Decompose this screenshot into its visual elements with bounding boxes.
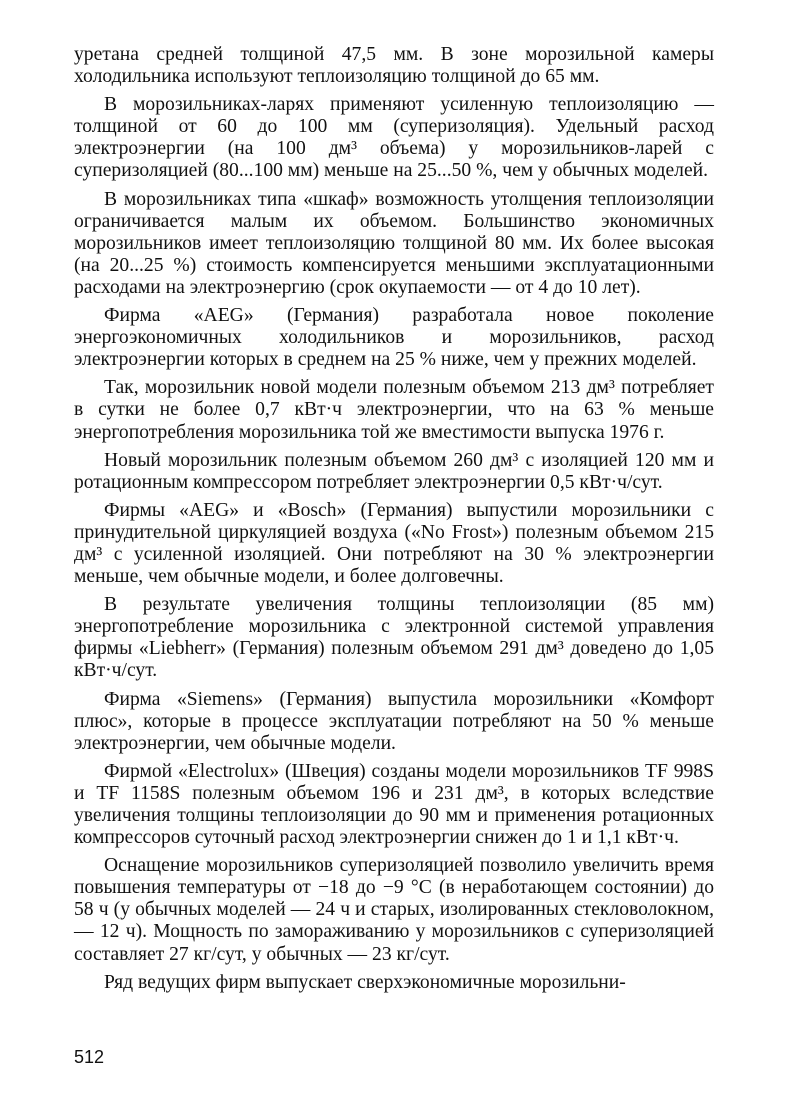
paragraph: В морозильниках типа «шкаф» возможность утолщения теплоизоляции ограничивается малым их объемом. Большинство экономичных морозильников имеет теплоизоляцию толщиной 80 мм. Их более высокая (на 20...25 %) стоимость компенсируется меньшими эксплуатационными расходами на электроэнергию (срок окупаемости — от 4 до 10 лет). xyxy=(74,188,714,298)
paragraph: Оснащение морозильников суперизоляцией позволило увеличить время повышения температуры от −18 до −9 °С (в неработающем состоянии) до 58 ч (у обычных моделей — 24 ч и старых, изолированных стекловолокном, — 12 ч). Мощность по замораживанию у морозильников с суперизоляцией составляет 27 кг/сут, у обычных — 23 кг/сут. xyxy=(74,855,714,965)
paragraph: уретана средней толщиной 47,5 мм. В зоне морозильной камеры холодильника используют теплоизоляцию толщиной до 65 мм. xyxy=(74,44,714,88)
page-body xyxy=(74,44,714,1000)
paragraph: Новый морозильник полезным объемом 260 дм³ с изоляцией 120 мм и ротационным компрессором потребляет электроэнергии 0,5 кВт·ч/сут. xyxy=(74,449,714,493)
paragraph: В результате увеличения толщины теплоизоляции (85 мм) энергопотребление морозильника с электронной системой управления фирмы «Liebherr» (Германия) полезным объемом 291 дм³ доведено до 1,05 кВт·ч/сут. xyxy=(74,594,714,682)
paragraph: Так, морозильник новой модели полезным объемом 213 дм³ потребляет в сутки не более 0,7 кВт·ч электроэнергии, что на 63 % меньше энергопотребления морозильника той же вместимости выпуска 1976 г. xyxy=(74,377,714,443)
paragraph: Фирма «Siemens» (Германия) выпустила морозильники «Комфорт плюс», которые в процессе эксплуатации потребляют на 50 % меньше электроэнергии, чем обычные модели. xyxy=(74,688,714,754)
page-number: 512 xyxy=(74,1047,105,1067)
paragraph: Фирмы «AEG» и «Bosch» (Германия) выпустили морозильники с принудительной циркуляцией воздуха («No Frost») полезным объемом 215 дм³ с усиленной изоляцией. Они потребляют на 30 % электроэнергии меньше, чем обычные модели, и более долговечны. xyxy=(74,499,714,588)
paragraph: Фирма «AEG» (Германия) разработала новое поколение энергоэкономичных холодильников и морозильников, расход электроэнергии которых в среднем на 25 % ниже, чем у прежних моделей. xyxy=(74,305,714,371)
paragraph: В морозильниках-ларях применяют усиленную теплоизоляцию — толщиной от 60 до 100 мм (суперизоляция). Удельный расход электроэнергии (на 100 дм³ объема) у морозильников-ларей с суперизоляцией (80...100 мм) меньше на 25...50 %, чем у обычных моделей. xyxy=(74,94,714,182)
paragraph: Фирмой «Electrolux» (Швеция) созданы модели морозильников TF 998S и TF 1158S полезным объемом 196 и 231 дм³, в которых вследствие увеличения толщины теплоизоляции до 90 мм и применения ротационных компрессоров суточный расход электроэнергии снижен до 1 и 1,1 кВт·ч. xyxy=(74,760,714,849)
paragraph: Ряд ведущих фирм выпускает сверхэкономичные морозильни- xyxy=(104,971,626,993)
